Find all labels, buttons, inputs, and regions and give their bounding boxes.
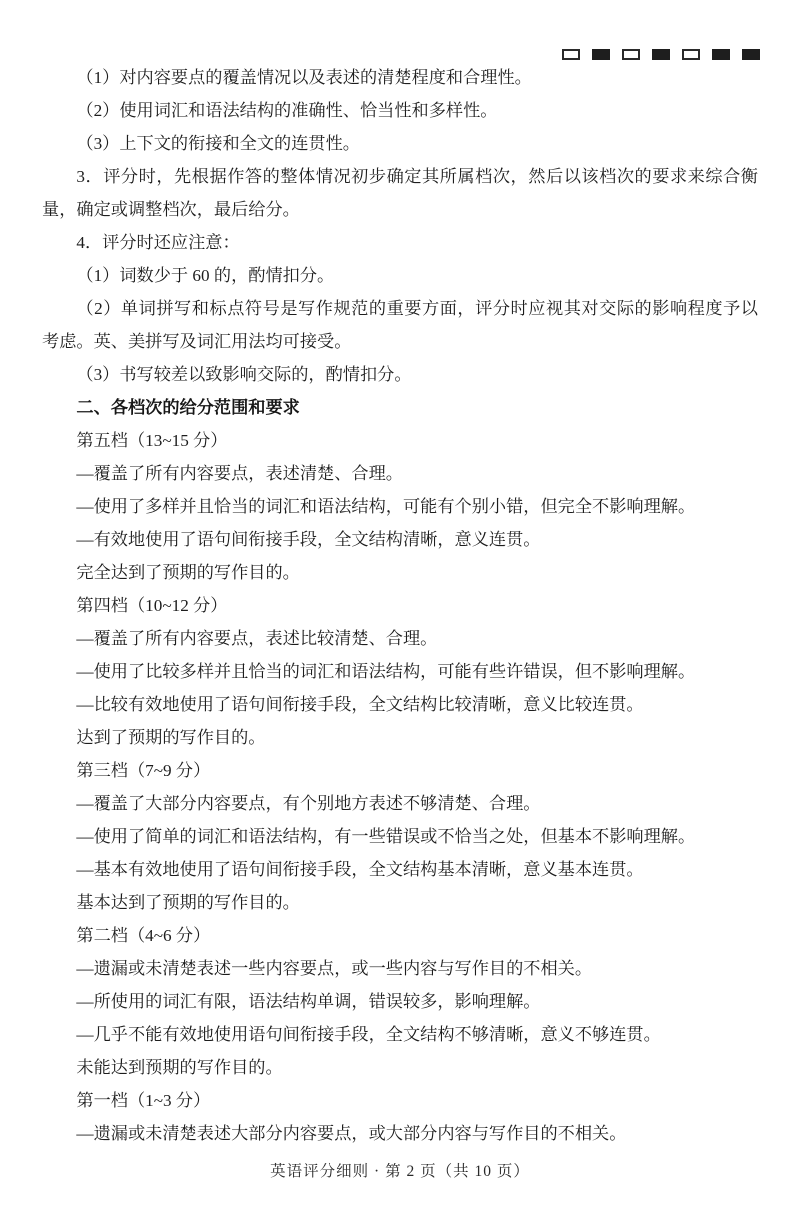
text-line: —基本有效地使用了语句间衔接手段，全文结构基本清晰，意义基本连贯。 (76, 860, 644, 879)
outline-registration-mark (622, 49, 640, 60)
text-line: 考虑。英、美拼写及词汇用法均可接受。 (42, 332, 352, 351)
text-line: 量，确定或调整档次，最后给分。 (42, 200, 300, 219)
text-line: 基本达到了预期的写作目的。 (76, 893, 300, 912)
outline-registration-mark (562, 49, 580, 60)
text-line: —遗漏或未清楚表述大部分内容要点，或大部分内容与写作目的不相关。 (76, 1124, 627, 1143)
text-line: 第三档（7~9 分） (76, 761, 211, 780)
text-line: （3）上下文的衔接和全文的连贯性。 (76, 134, 360, 153)
text-line: —使用了比较多样并且恰当的词汇和语法结构，可能有些许错误，但不影响理解。 (76, 662, 696, 681)
text-line: —使用了多样并且恰当的词汇和语法结构，可能有个别小错，但完全不影响理解。 (76, 497, 696, 516)
section-heading: 二、各档次的给分范围和要求 (76, 397, 300, 417)
registration-marks (562, 49, 760, 60)
text-line: （3）书写较差以致影响交际的，酌情扣分。 (76, 365, 412, 384)
text-line: —覆盖了大部分内容要点，有个别地方表述不够清楚、合理。 (76, 794, 541, 813)
text-line: 3．评分时，先根据作答的整体情况初步确定其所属档次，然后以该档次的要求来综合衡 (76, 167, 758, 186)
text-line: —覆盖了所有内容要点，表述清楚、合理。 (76, 464, 403, 483)
text-line: （1）对内容要点的覆盖情况以及表述的清楚程度和合理性。 (76, 68, 532, 87)
text-line: 第二档（4~6 分） (76, 926, 211, 945)
outline-registration-mark (682, 49, 700, 60)
text-line: （1）词数少于 60 的，酌情扣分。 (76, 266, 335, 285)
filled-registration-mark (742, 49, 760, 60)
text-line: 4．评分时还应注意： (76, 233, 240, 252)
filled-registration-mark (652, 49, 670, 60)
filled-registration-mark (712, 49, 730, 60)
text-line: 第一档（1~3 分） (76, 1091, 211, 1110)
text-line: （2）使用词汇和语法结构的准确性、恰当性和多样性。 (76, 101, 498, 120)
text-line: 未能达到预期的写作目的。 (76, 1058, 283, 1077)
text-line: —有效地使用了语句间衔接手段，全文结构清晰，意义连贯。 (76, 530, 541, 549)
text-line: 达到了预期的写作目的。 (76, 728, 266, 747)
text-line: —遗漏或未清楚表述一些内容要点，或一些内容与写作目的不相关。 (76, 959, 593, 978)
document-body (42, 61, 758, 1150)
filled-registration-mark (592, 49, 610, 60)
text-line: —覆盖了所有内容要点，表述比较清楚、合理。 (76, 629, 438, 648)
text-line: 第四档（10~12 分） (76, 596, 228, 615)
text-line: 完全达到了预期的写作目的。 (76, 563, 300, 582)
text-line: 第五档（13~15 分） (76, 431, 228, 450)
text-line: —几乎不能有效地使用语句间衔接手段，全文结构不够清晰，意义不够连贯。 (76, 1025, 661, 1044)
text-line: —使用了简单的词汇和语法结构，有一些错误或不恰当之处，但基本不影响理解。 (76, 827, 696, 846)
text-line: —所使用的词汇有限，语法结构单调，错误较多，影响理解。 (76, 992, 541, 1011)
text-line: —比较有效地使用了语句间衔接手段，全文结构比较清晰，意义比较连贯。 (76, 695, 644, 714)
page-footer: 英语评分细则 · 第 2 页（共 10 页） (270, 1163, 530, 1180)
text-line: （2）单词拼写和标点符号是写作规范的重要方面，评分时应视其对交际的影响程度予以 (76, 299, 758, 318)
